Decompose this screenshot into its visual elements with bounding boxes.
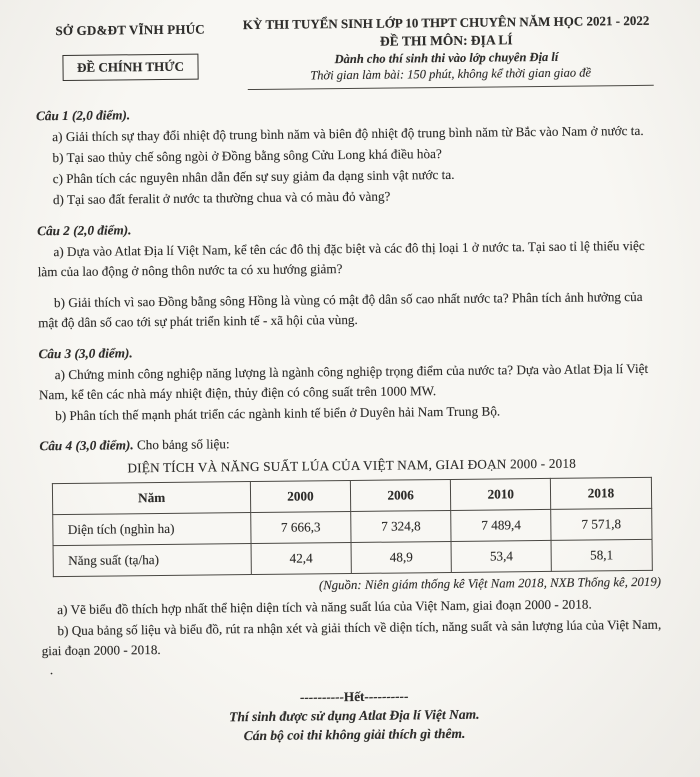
exam-title: KỲ THI TUYỂN SINH LỚP 10 THPT CHUYÊN NĂM HỌC 2021 - 2022: [242, 12, 650, 33]
table-cell: 7 666,3: [251, 512, 351, 544]
question-4-title-line: [39, 430, 663, 457]
table-row-label: Diện tích (nghìn ha): [53, 513, 251, 546]
header-right-block: [225, 13, 660, 91]
table-cell: 48,9: [351, 542, 451, 574]
question-1-title: Câu 1 (2,0 điểm).: [35, 107, 131, 124]
table-row: [54, 539, 652, 576]
question-1-part-c: c) Phân tích các nguyên nhân dẫn đến sự suy giảm đa dạng sinh vật nước ta.: [52, 167, 455, 187]
table-cell: 7 489,4: [451, 509, 551, 541]
question-3-part-b: b) Phân tích thế mạnh phát triển các ngành kinh tế biển ở Duyên hải Nam Trung Bộ.: [55, 403, 501, 423]
question-4-intro: Cho bảng số liệu:: [136, 436, 230, 453]
duration-line: Thời gian làm bài: 150 phút, không kể thời gian giao đề: [248, 65, 654, 90]
table-caption: DIỆN TÍCH VÀ NĂNG SUẤT LÚA CỦA VIỆT NAM, GIAI ĐOẠN 2000 - 2018: [127, 455, 577, 476]
question-2-title: Câu 2 (2,0 điểm).: [37, 222, 132, 239]
table-cell: 58,1: [551, 539, 651, 571]
table-col-header: 2018: [551, 477, 651, 509]
exam-body: [36, 100, 666, 677]
statistics-table: [52, 477, 652, 577]
header-left-block: [35, 17, 226, 81]
question-4-part-a: a) Vẽ biểu đồ thích hợp nhất thể hiện diện tích và năng suất lúa của Việt Nam, giai đoạn 2000 - 2018.: [57, 596, 592, 617]
table-col-header: 2000: [250, 481, 350, 513]
subject-line: ĐỀ THI MÔN: ĐỊA LÍ: [379, 32, 513, 49]
footer-note-proctor: Cán bộ coi thi không giải thích gì thêm.: [243, 725, 466, 744]
question-2-part-a: a) Dựa vào Atlat Địa lí Việt Nam, kể tên các đô thị đặc biệt và các đô thị loại 1 ở nước ta. Tại sao tỉ lệ thiếu việc làm của lao động ở nông thôn nước ta có xu hướng giảm?: [37, 238, 645, 280]
question-3-part-a: a) Chứng minh công nghiệp năng lượng là ngành công nghiệp trọng điểm của nước ta? Dựa vào Atlat Địa lí Việt Nam, kể tên các nhà máy nhiệt điện, thủy điện có công suất trên 1000 MW.: [38, 360, 649, 403]
table-col-header: Năm: [53, 482, 251, 515]
scan-artifact-dot: .: [49, 661, 54, 677]
question-4-title: Câu 4 (3,0 điểm).: [39, 437, 134, 454]
table-col-header: 2006: [350, 479, 450, 511]
official-exam-box: ĐỀ CHÍNH THỨC: [62, 54, 199, 81]
department-name: SỞ GD&ĐT VĨNH PHÚC: [55, 21, 205, 39]
exam-footer: [42, 686, 667, 747]
question-1-part-b: b) Tại sao thủy chế sông ngòi ở Đồng bằng sông Cửu Long khá điều hòa?: [52, 146, 442, 166]
footer-note-atlat: Thí sinh được sử dụng Atlat Địa lí Việt Nam.: [229, 706, 480, 725]
table-col-header: 2010: [451, 478, 551, 510]
audience-line: Dành cho thí sinh thi vào lớp chuyên Địa lí: [334, 49, 559, 67]
end-marker: ----------Hết----------: [299, 688, 409, 705]
table-cell: 7 324,8: [351, 511, 451, 543]
table-row-label: Năng suất (tạ/ha): [54, 544, 252, 577]
table-source-note: (Nguồn: Niên giám thống kê Việt Nam 2018, NXB Thống kê, 2019): [318, 574, 662, 593]
table-cell: 53,4: [451, 541, 551, 573]
table-cell: 42,4: [251, 543, 351, 575]
question-1-part-d: d) Tại sao đất feralit ở nước ta thường chua và có màu đỏ vàng?: [52, 188, 391, 208]
exam-header: [35, 13, 660, 93]
question-2-part-b: b) Giải thích vì sao Đồng bằng sông Hồng là vùng có mật độ dân số cao nhất nước ta? Phân tích ảnh hưởng của mật độ dân số cao tới sự phát triển kinh tế - xã hội của vùng.: [38, 288, 643, 330]
table-cell: 7 571,8: [551, 508, 651, 540]
question-3-title: Câu 3 (3,0 điểm).: [38, 344, 133, 361]
question-4-part-b: b) Qua bảng số liệu và biểu đồ, rút ra nhận xét và giải thích về diện tích, năng suất và sản lượng lúa của Việt Nam, giai đoạn 2000 - 2018.: [41, 616, 662, 658]
question-1-part-a: a) Giải thích sự thay đổi nhiệt độ trung bình năm và biên độ nhiệt độ trung bình năm từ Bắc vào Nam ở nước ta.: [52, 122, 644, 145]
